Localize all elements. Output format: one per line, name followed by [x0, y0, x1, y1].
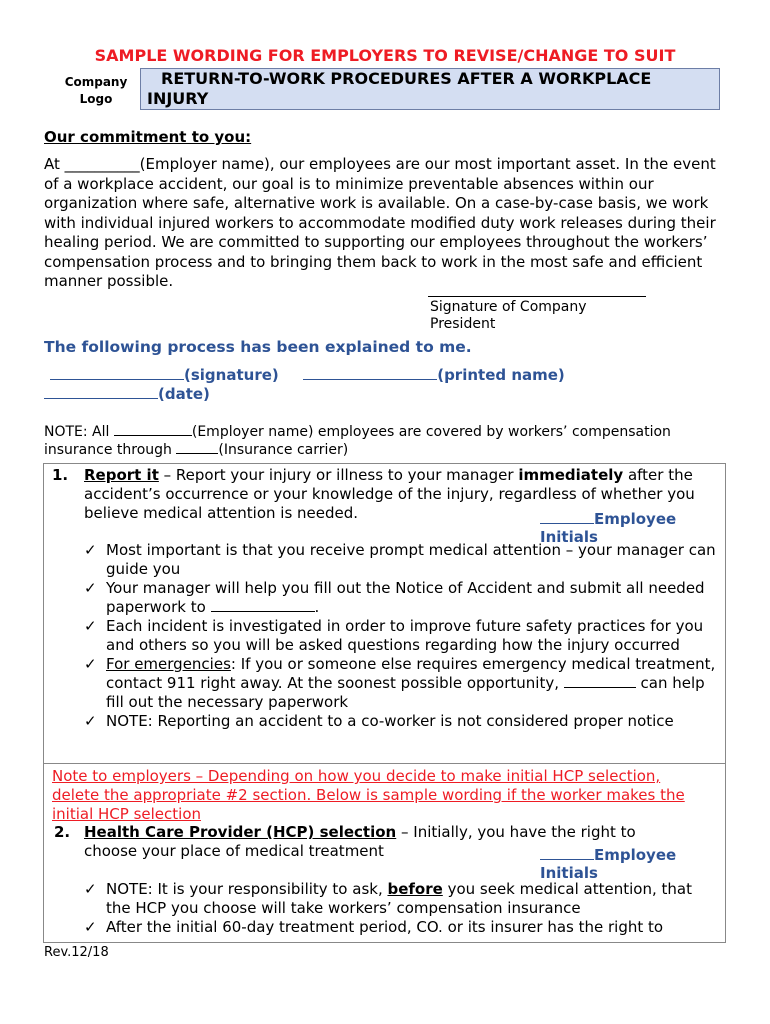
acknowledgement-heading: The following process has been explained to me.: [44, 338, 472, 356]
list-item: ✓ NOTE: It is your responsibility to ask, before you seek medical attention, that the HCP you choose will take workers’ compensation insurance: [84, 880, 692, 917]
insurance-note: [44, 424, 734, 459]
date-row: [44, 385, 210, 403]
initials-blank[interactable]: [540, 859, 594, 860]
list-item: ✓ Each incident is investigated in order to improve future safety practices for you and others so you will be asked questions regarding how the injury occurred: [84, 617, 704, 654]
section-1-box: [43, 463, 726, 763]
printed-name-blank[interactable]: [303, 379, 437, 380]
list-item: ✓ After the initial 60-day treatment period, CO. or its insurer has the right to: [84, 918, 664, 936]
paperwork-recipient-blank[interactable]: [211, 611, 315, 612]
section-1-text-b: after the accident’s occurrence or your knowledge of the injury, regardless of whether you believe medical attention is needed.: [84, 466, 695, 522]
check-mark-icon: ✓: [84, 880, 97, 898]
list-item: ✓ Your manager will help you fill out the Notice of Accident and submit all needed paperwork to .: [84, 579, 705, 616]
president-signature-label: Signature of Company President: [430, 299, 587, 332]
note-carrier-blank[interactable]: [176, 453, 218, 454]
commitment-body: (Employer name), our employees are our most important asset. In the event of a workplace accident, our goal is to minimize preventable absences within our organization where safe, alternative work is available. On a case-by-case basis, we work with individual injured workers to accommodate modified duty work releases during their healing period. We are committed to supporting our employees throughout the workers’ compensation process and to bringing them back to work in the most safe and efficient manner possible.: [44, 155, 716, 290]
check-mark-icon: ✓: [84, 918, 97, 936]
emergency-helper-blank[interactable]: [564, 687, 636, 688]
section-2-number: 2.: [54, 823, 71, 841]
section-2-title: Health Care Provider (HCP) selection: [84, 823, 397, 841]
list-item: ✓ NOTE: Reporting an accident to a co-worker is not considered proper notice: [84, 712, 674, 730]
section-2-employee-initials[interactable]: [540, 846, 725, 882]
section-2-body: – Initially, you have the right to choose your place of medical treatment: [84, 823, 636, 860]
employer-name-blank[interactable]: __________: [64, 155, 140, 173]
employee-signature-row: [50, 366, 565, 384]
section-1-number: 1.: [52, 466, 69, 484]
printed-name-label: (printed name): [437, 366, 565, 384]
document-title-line-1: RETURN-TO-WORK PROCEDURES AFTER A WORKPLACE: [161, 69, 652, 88]
logo-line-1: Company: [64, 75, 128, 89]
logo-line-2: Logo: [79, 92, 113, 106]
note-part-2: (Insurance carrier): [218, 441, 349, 458]
note-part-1: (Employer name) employees are covered by workers’ compensation insurance through: [44, 424, 671, 458]
note-employer-blank[interactable]: [114, 435, 192, 436]
signature-label: (signature): [184, 366, 279, 384]
document-title-box: [140, 68, 720, 110]
list-item: ✓ For emergencies: If you or someone else requires emergency medical treatment, contact 911 right away. At the soonest possible opportunity, can help fill out the necessary paperwork: [84, 655, 716, 711]
company-logo: [60, 74, 132, 108]
document-title-line-2: INJURY: [147, 89, 209, 108]
date-label: (date): [158, 385, 210, 403]
employee-initials-label: Employee Initials: [540, 510, 677, 546]
employee-signature-blank[interactable]: [50, 379, 184, 380]
initials-blank[interactable]: [540, 523, 594, 524]
president-signature-line[interactable]: [428, 296, 646, 297]
check-mark-icon: ✓: [84, 655, 97, 673]
check-mark-icon: ✓: [84, 712, 97, 730]
note-prefix: NOTE: All: [44, 424, 114, 440]
section-1-title: Report it: [84, 466, 159, 484]
commitment-heading: Our commitment to you:: [44, 128, 252, 146]
section-1-employee-initials[interactable]: [540, 510, 725, 546]
commitment-prefix: At: [44, 155, 65, 173]
red-title: SAMPLE WORDING FOR EMPLOYERS TO REVISE/CHANGE TO SUIT: [94, 46, 676, 65]
revision-label: Rev.12/18: [44, 945, 109, 960]
section-1-text-a: – Report your injury or illness to your manager: [158, 466, 519, 484]
section-2-checklist: [84, 880, 716, 937]
date-blank[interactable]: [44, 398, 158, 399]
list-item: ✓ Most important is that you receive prompt medical attention – your manager can guide you: [84, 541, 716, 578]
check-mark-icon: ✓: [84, 541, 97, 559]
employer-note: Note to employers – Depending on how you decide to make initial HCP selection, delete the appropriate #2 section. Below is sample wording if the worker makes the initial HCP selection: [52, 767, 685, 823]
check-mark-icon: ✓: [84, 617, 97, 635]
commitment-paragraph: [44, 155, 720, 292]
check-mark-icon: ✓: [84, 579, 97, 597]
section-1-immediately: immediately: [518, 466, 624, 484]
employee-initials-label: Employee Initials: [540, 846, 677, 882]
section-1-checklist: [84, 541, 716, 731]
